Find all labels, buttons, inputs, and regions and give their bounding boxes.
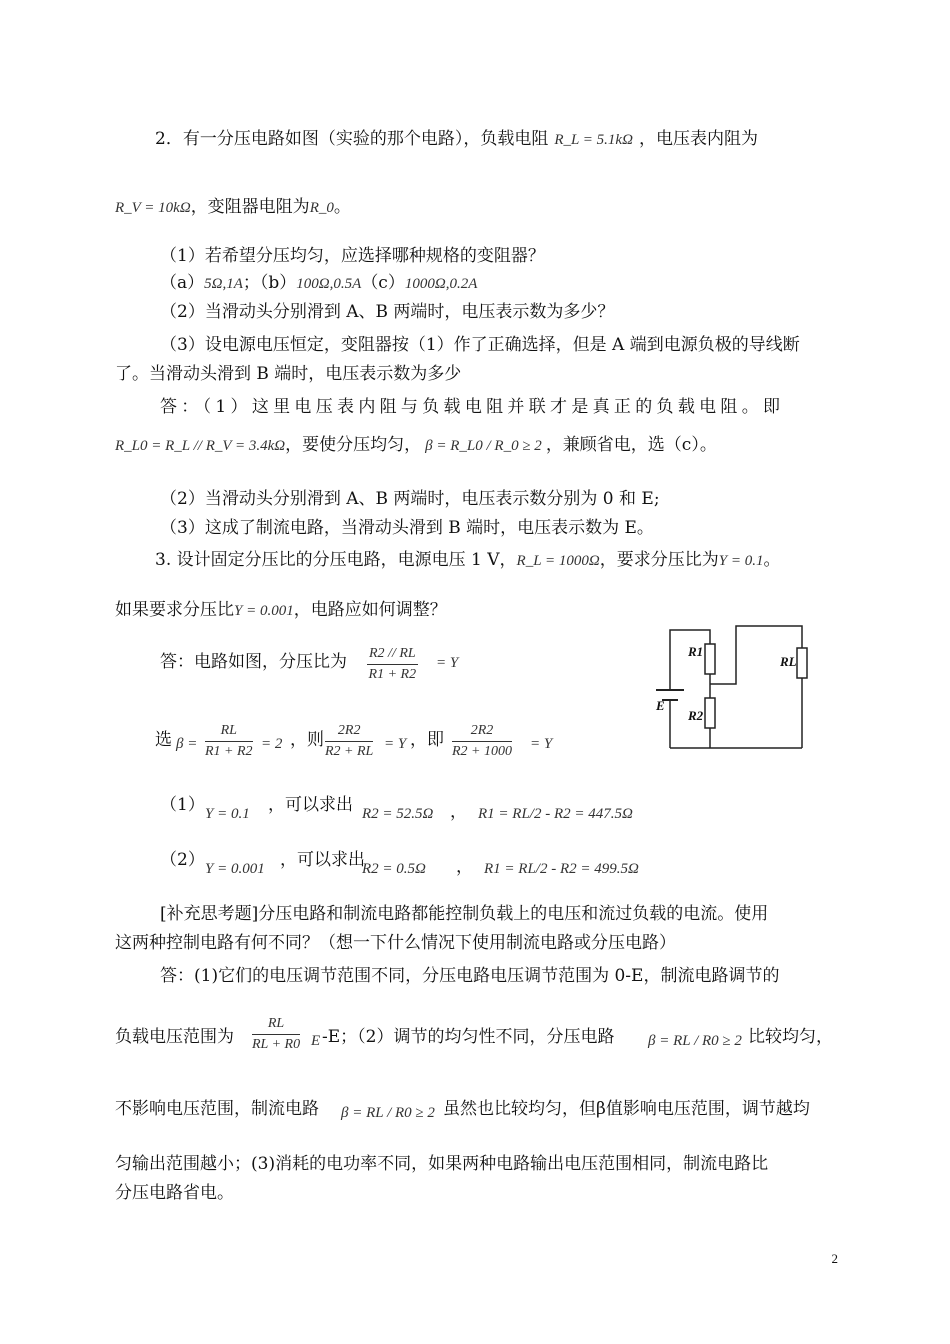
q3-y1: Y = 0.1: [718, 553, 764, 569]
q2-answer-line1: 答：（1）这里电压表内阻与负载电阻并联才是真正的负载电阻。即: [160, 397, 785, 417]
supp-l3-b: 虽然也比较均匀，但β值影响电压范围，调节越均: [443, 1099, 810, 1119]
supp-answer-line1: 答：(1)它们的电压调节范围不同，分压电路电压调节范围为 0-E，制流电路调节的: [160, 966, 780, 986]
ratio-eq: = Y: [436, 655, 459, 671]
q3-line2-text-b: ，电路应如何调整？: [293, 600, 447, 620]
case2-y: Y = 0.001: [205, 861, 265, 877]
q2-sub3-line1: （3）设电源电压恒定，变阻器按（1）作了正确选择，但是 A 端到电源负极的导线断: [160, 335, 800, 355]
case1-r2: R2 = 52.5Ω: [362, 806, 434, 822]
then-label: ，则: [290, 730, 324, 750]
beta-lhs: β =: [176, 736, 198, 752]
q2-answer-end: ，兼顾省电，选（c）。: [545, 435, 717, 455]
q2-sub3-line2: 了。当滑动头滑到 B 端时，电压表示数为多少: [115, 364, 462, 384]
opt-b: 100Ω,0.5A: [296, 276, 362, 292]
case1-line: [160, 793, 205, 817]
q3-answer-intro: 答：电路如图，分压比为: [160, 652, 347, 672]
r2-resistor: [705, 698, 715, 728]
rl-formula: R_L = 5.1kΩ: [554, 132, 633, 148]
q2-answer2: （2）当滑动头分别滑到 A、B 两端时，电压表示数分别为 0 和 E;: [160, 489, 660, 509]
then-numerator: 2R2: [325, 723, 373, 742]
q3-rl-formula: R_L = 1000Ω: [516, 553, 600, 569]
then-fraction: [325, 723, 373, 760]
q3-intro-text-c: 。: [763, 550, 781, 570]
rl0-formula: R_L0 = R_L // R_V = 3.4kΩ: [115, 438, 286, 454]
beta-numerator: RL: [205, 723, 253, 742]
q2-intro-line2: [115, 195, 351, 220]
case2-r2: R2 = 0.5Ω: [362, 861, 426, 877]
ie-eq: = Y: [530, 736, 553, 752]
rv-formula: R_V = 10kΩ: [115, 200, 191, 216]
case1-label: （1）: [160, 795, 205, 815]
q2-intro-line: [155, 127, 758, 152]
ie-label: ，即: [410, 730, 444, 750]
beta-formula: β = R_L0 / R_0 ≥ 2: [425, 438, 542, 454]
supp-l3-beta: β = RL / R0 ≥ 2: [341, 1105, 435, 1121]
range-fraction: [252, 1016, 300, 1053]
supp-l2-b: -E；（2）调节的均匀性不同，分压电路: [322, 1027, 615, 1047]
opt-a: 5Ω,1A: [204, 276, 243, 292]
q2-answer-mid: ，要使分压均匀，: [285, 435, 422, 455]
beta-denominator: R1 + R2: [205, 744, 253, 759]
q2-answer3: （3）这成了制流电路，当滑动头滑到 B 端时，电压表示数为 E。: [160, 518, 654, 538]
then-eq: = Y: [384, 736, 407, 752]
opt-sep1: ；（b）: [242, 273, 297, 293]
supp-line1: [补充思考题]分压电路和制流电路都能控制负载上的电压和流过负载的电流。使用: [160, 904, 769, 924]
page-number: 2: [831, 1251, 838, 1266]
supp-l5: 分压电路省电。: [115, 1183, 234, 1203]
rl-resistor: [797, 648, 807, 678]
q3-y2: Y = 0.001: [234, 603, 294, 619]
q2-intro-text-d: 。: [333, 197, 351, 217]
q2-intro-text-c: ，变阻器电阻为: [190, 197, 310, 217]
case2-line: [160, 848, 205, 872]
q3-line2: [115, 598, 447, 623]
ratio-numerator: R2 // RL: [367, 646, 418, 665]
label-r2: R2: [688, 708, 704, 723]
q2-sub2: （2）当滑动头分别滑到 A、B 两端时，电压表示数为多少？: [160, 302, 615, 322]
label-r1: R1: [688, 644, 704, 659]
beta-eq: = 2: [261, 736, 283, 752]
case2-text: ，可以求出: [280, 850, 365, 870]
r0-symbol: R_0: [309, 200, 334, 216]
ie-fraction: [452, 723, 512, 760]
q2-intro-text: 2．有一分压电路如图（实验的那个电路），负载电阻: [155, 129, 549, 149]
case1-y: Y = 0.1: [205, 806, 250, 822]
case2-sep: ，: [456, 857, 473, 877]
q2-answer-line2: [115, 433, 717, 458]
q2-options: [160, 271, 477, 296]
case1-text: ，可以求出: [268, 795, 353, 815]
divider-circuit-diagram: [650, 618, 820, 756]
range-denominator: RL + R0: [252, 1037, 301, 1052]
q3-line2-text: 如果要求分压比: [115, 600, 234, 620]
q3-intro-line: [155, 548, 780, 573]
supp-line2: 这两种控制电路有何不同？（想一下什么情况下使用制流电路或分压电路）: [115, 933, 676, 953]
r1-resistor: [705, 644, 715, 674]
supp-l2-beta: β = RL / R0 ≥ 2: [648, 1033, 742, 1049]
q2-sub1: （1）若希望分压均匀，应选择哪种规格的变阻器？: [160, 246, 545, 266]
ie-denominator: R2 + 1000: [452, 744, 512, 759]
select-label: 选: [155, 730, 172, 750]
case1-r1: R1 = RL/2 - R2 = 447.5Ω: [478, 806, 633, 822]
opt-a-label: （a）: [160, 273, 205, 293]
opt-sep2: （c）: [361, 273, 405, 293]
supp-l2-a: 负载电压范围为: [115, 1027, 234, 1047]
then-denominator: R2 + RL: [325, 744, 374, 759]
label-rl: RL: [780, 654, 797, 669]
wire-top-left: [670, 630, 710, 690]
q2-intro-text-b: ，电压表内阻为: [638, 129, 758, 149]
label-e: E: [656, 698, 665, 713]
q3-intro-text: 3. 设计固定分压比的分压电路，电源电压 1 V，: [155, 550, 517, 570]
range-numerator: RL: [252, 1016, 300, 1035]
case2-r1: R1 = RL/2 - R2 = 499.5Ω: [484, 861, 639, 877]
range-e: E: [311, 1033, 321, 1049]
ratio-fraction: [367, 646, 418, 683]
supp-l4: 匀输出范围越小；(3)消耗的电功率不同，如果两种电路输出电压范围相同，制流电路比: [115, 1154, 769, 1174]
opt-c: 1000Ω,0.2A: [404, 276, 478, 292]
case1-sep: ，: [450, 802, 467, 822]
supp-l3-a: 不影响电压范围，制流电路: [115, 1099, 319, 1119]
case2-label: （2）: [160, 850, 205, 870]
ratio-denominator: R1 + R2: [368, 667, 417, 682]
beta-fraction: [205, 723, 253, 760]
supp-l2-c: 比较均匀，: [748, 1027, 833, 1047]
q3-intro-text-b: ，要求分压比为: [599, 550, 719, 570]
ie-numerator: 2R2: [452, 723, 512, 742]
